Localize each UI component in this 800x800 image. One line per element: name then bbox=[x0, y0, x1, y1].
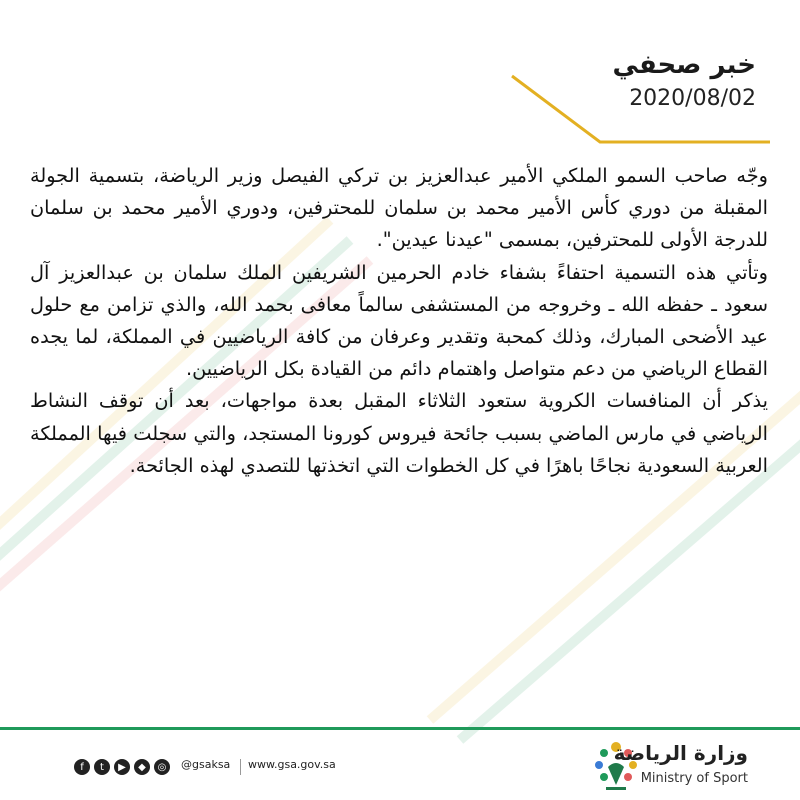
footer-divider bbox=[0, 727, 800, 730]
facebook-icon[interactable]: f bbox=[74, 759, 90, 775]
snapchat-icon[interactable]: ◆ bbox=[134, 759, 150, 775]
header bbox=[613, 48, 756, 114]
ministry-logo bbox=[588, 737, 748, 795]
paragraph-3: يذكر أن المنافسات الكروية ستعود الثلاثاء المقبل بعدة مواجهات، بعد أن توقف النشاط الرياضي في مارس الماضي بسبب جائحة فيروس كورونا المستجد، والتي سجلت فيها المملكة العربية السعودية نجاحًا باهرًا في كل الخطوات التي اتخذتها للتصدي لهذه الجائحة. bbox=[30, 389, 768, 477]
footer-separator bbox=[240, 759, 241, 775]
article-body bbox=[30, 160, 768, 482]
twitter-icon[interactable]: t bbox=[94, 759, 110, 775]
page-title: خبر صحفي bbox=[612, 50, 756, 80]
social-handle[interactable]: @gsaksa bbox=[181, 758, 231, 771]
logo-arabic-text: وزارة الرياضة bbox=[613, 741, 748, 765]
footer bbox=[0, 731, 800, 800]
website-link[interactable]: www.gsa.gov.sa bbox=[248, 758, 336, 771]
logo-english-text: Ministry of Sport bbox=[640, 771, 748, 786]
paragraph-2: وتأتي هذه التسمية احتفاءً بشفاء خادم الحرمين الشريفين الملك سلمان بن عبدالعزيز آل سعود ـ حفظه الله ـ وخروجه من المستشفى سالماً معافى بحمد الله، والذي تزامن مع حلول عيد الأضحى المبارك، وذلك كمحبة وتقدير وعرفان من كافة الرياضيين في المملكة، لما يجده القطاع الرياضي من دعم متواصل واهتمام دائم من القيادة بكل الرياضيين. bbox=[30, 260, 768, 381]
social-links bbox=[74, 759, 170, 775]
paragraph-1: وجّه صاحب السمو الملكي الأمير عبدالعزيز بن تركي الفيصل وزير الرياضة، بتسمية الجولة المقبلة من دوري كأس الأمير محمد بن سلمان للمحترفين، ودوري الأمير محمد بن سلمان للدرجة الأولى للمحترفين، بمسمى "عيدنا عيدين". bbox=[30, 164, 768, 252]
instagram-icon[interactable]: ◎ bbox=[154, 759, 170, 775]
publish-date: 2020/08/02 bbox=[629, 86, 756, 111]
youtube-icon[interactable]: ▶ bbox=[114, 759, 130, 775]
